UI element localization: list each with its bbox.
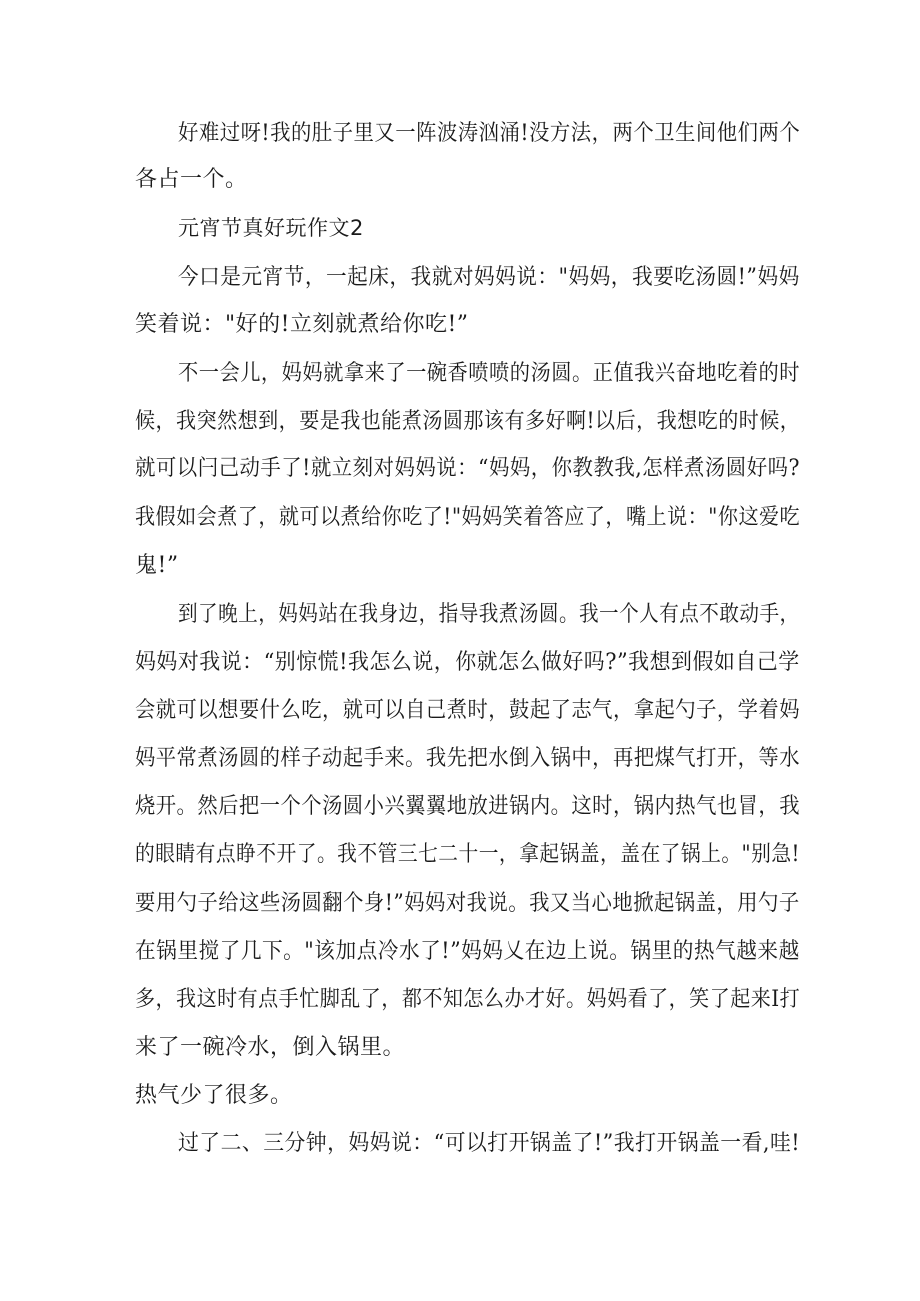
text-line: 候，我突然想到，要是我也能煮汤圆那该有多好啊!以后，我想吃的时候， — [135, 409, 801, 434]
text-line: 不一会儿，妈妈就拿来了一碗香喷喷的汤圆。正值我兴奋地吃着的时 — [178, 361, 801, 386]
text-line: 笑着说："好的!立刻就煮给你吃!” — [135, 312, 469, 337]
text-line: 会就可以想要什么吃，就可以自己煮时，鼓起了志气，拿起勺子，学着妈 — [135, 698, 801, 723]
text-line: 鬼!” — [135, 553, 179, 578]
text-line: 好难过呀!我的肚子里又一阵波涛汹涌!没方法，两个卫生间他们两个 — [178, 121, 801, 146]
text-line: 各占一个。 — [135, 167, 248, 192]
text-line: 到了晚上，妈妈站在我身边，指导我煮汤圆。我一个人有点不敢动手， — [178, 602, 800, 627]
text-line: 在锅里搅了几下。"该加点冷水了!”妈妈乂在边上说。锅里的热气越来越 — [135, 939, 800, 964]
text-line: 要用勺子给这些汤圆翻个身!”妈妈对我说。我又当心地掀起锅盖，用勺子 — [135, 891, 800, 916]
text-line: 来了一碗冷水，倒入锅里。 — [135, 1035, 406, 1060]
text-line: 就可以闩己动手了!就立刻对妈妈说：“妈妈，你教教我,怎样煮汤圆好吗? — [135, 456, 800, 481]
text-line: 多，我这时有点手忙脚乱了，都不知怎么办才好。妈妈看了，笑了起来I打 — [135, 987, 801, 1012]
text-line: 妈平常煮汤圆的样子动起手来。我先把水倒入锅中，再把煤气打开，等水 — [135, 746, 801, 771]
section-heading: 元宵节真好玩作文2 — [178, 216, 364, 240]
text-line: 过了二、三分钟，妈妈说：“可以打开锅盖了!”我打开锅盖一看,哇! — [178, 1131, 801, 1156]
text-line: 的眼睛有点睁不开了。我不管三七二十一，拿起锅盖，盖在了锅上。"别急! — [135, 842, 800, 867]
text-line: 妈妈对我说：“别惊慌!我怎么说，你就怎么做好吗?”我想到假如自己学 — [135, 650, 800, 675]
text-line: 我假如会煮了，就可以煮给你吃了!"妈妈笑着答应了，嘴上说："你这爱吃 — [135, 505, 801, 530]
text-line: 今口是元宵节，一起床，我就对妈妈说："妈妈，我要吃汤圆!”妈妈 — [178, 265, 800, 290]
text-line: 烧开。然后把一个个汤圆小兴翼翼地放进锅内。这时，锅内热气也冒，我 — [135, 794, 801, 819]
text-line: 热气少了很多。 — [135, 1083, 293, 1108]
